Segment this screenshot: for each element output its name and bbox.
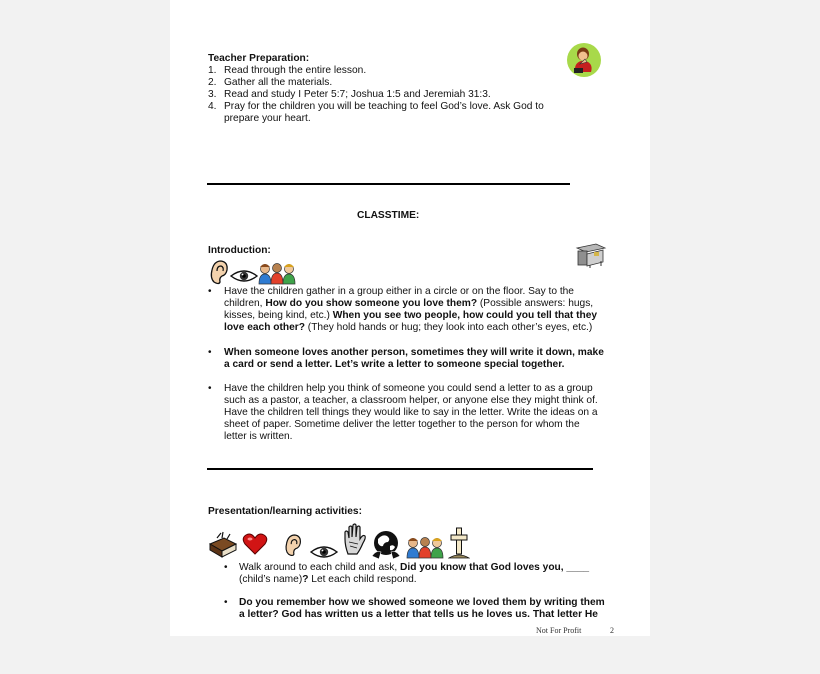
globe-hands-icon: [370, 528, 402, 560]
pres-b2-line-2: a letter? God has written us a letter that tells us he loves us. That letter He: [239, 609, 598, 620]
prep-heading: Teacher Preparation:: [208, 53, 310, 64]
intro-b3-line-5: letter is written.: [224, 431, 293, 442]
page-number: 2: [610, 626, 614, 635]
intro-b3-line-3: Have the children tell things they would like to say in the letter. Write the ideas on a: [224, 407, 598, 418]
prep-item-3-num: 3.: [208, 89, 217, 100]
cross-icon: [448, 526, 470, 560]
footer-text: Not For Profit: [536, 626, 582, 635]
eye-icon: [230, 268, 258, 284]
prep-item-4-line-1: Pray for the children you will be teaching to feel God’s love. Ask God to: [224, 101, 544, 112]
intro-b1-line-4: love each other? (They hold hands or hug; they look into each other’s eyes, etc.): [224, 322, 593, 333]
intro-b1-line-2: children, How do you show someone you love them? (Possible answers: hugs,: [224, 298, 594, 309]
intro-b1-line-1: Have the children gather in a group either in a circle or on the floor. Say to the: [224, 286, 574, 297]
ear-icon: [208, 258, 230, 286]
pres-b2-line-1: Do you remember how we showed someone we loved them by writing them: [239, 597, 605, 608]
prep-item-1: Read through the entire lesson.: [224, 65, 367, 76]
bullet-glyph: •: [208, 383, 212, 394]
intro-b3-line-1: Have the children help you think of someone you could send a letter to as a group: [224, 383, 593, 394]
intro-b3-line-4: sheet of paper. Sometime deliver the letter together to the person for whom the: [224, 419, 580, 430]
bible-icon: [208, 530, 238, 560]
intro-b3-line-2: such as a pastor, a teacher, a classroom helper, or anyone else they might think of.: [224, 395, 598, 406]
section-divider-2: [207, 468, 593, 470]
bullet-glyph: •: [208, 347, 212, 358]
pres-b1-line-1: Walk around to each child and ask, Did you know that God loves you, ____: [239, 562, 590, 573]
intro-b2-line-1: When someone loves another person, sometimes they will write it down, make: [224, 347, 604, 358]
prep-item-2: Gather all the materials.: [224, 77, 333, 88]
intro-heading: Introduction:: [208, 245, 271, 256]
eye-icon: [310, 544, 338, 560]
intro-b1-line-3: kisses, being kind, etc.) When you see two people, how could you tell that they: [224, 310, 598, 321]
ear-icon: [283, 532, 303, 558]
bullet-glyph: •: [208, 286, 212, 297]
bullet-glyph: •: [224, 562, 228, 573]
school-desk-icon: [574, 240, 608, 268]
praying-child-icon: [566, 42, 602, 78]
prep-item-3: Read and study I Peter 5:7; Joshua 1:5 and Jeremiah 31:3.: [224, 89, 491, 100]
prep-item-2-num: 2.: [208, 77, 217, 88]
prep-item-1-num: 1.: [208, 65, 217, 76]
classtime-heading: CLASSTIME:: [357, 210, 420, 221]
hand-icon: [342, 522, 368, 556]
pres-b1-line-2: (child’s name)? Let each child respond.: [239, 574, 417, 585]
heart-icon: [242, 532, 268, 556]
children-group-icon: [404, 536, 446, 560]
section-divider-1: [207, 183, 570, 185]
document-page: [170, 0, 650, 636]
presentation-heading: Presentation/learning activities:: [208, 506, 362, 517]
prep-item-4-line-2: prepare your heart.: [224, 113, 311, 124]
children-group-icon: [256, 262, 298, 286]
bullet-glyph: •: [224, 597, 228, 608]
prep-item-4-num: 4.: [208, 101, 217, 112]
intro-b2-line-2: a card or send a letter. Let’s write a letter to someone special together.: [224, 359, 565, 370]
